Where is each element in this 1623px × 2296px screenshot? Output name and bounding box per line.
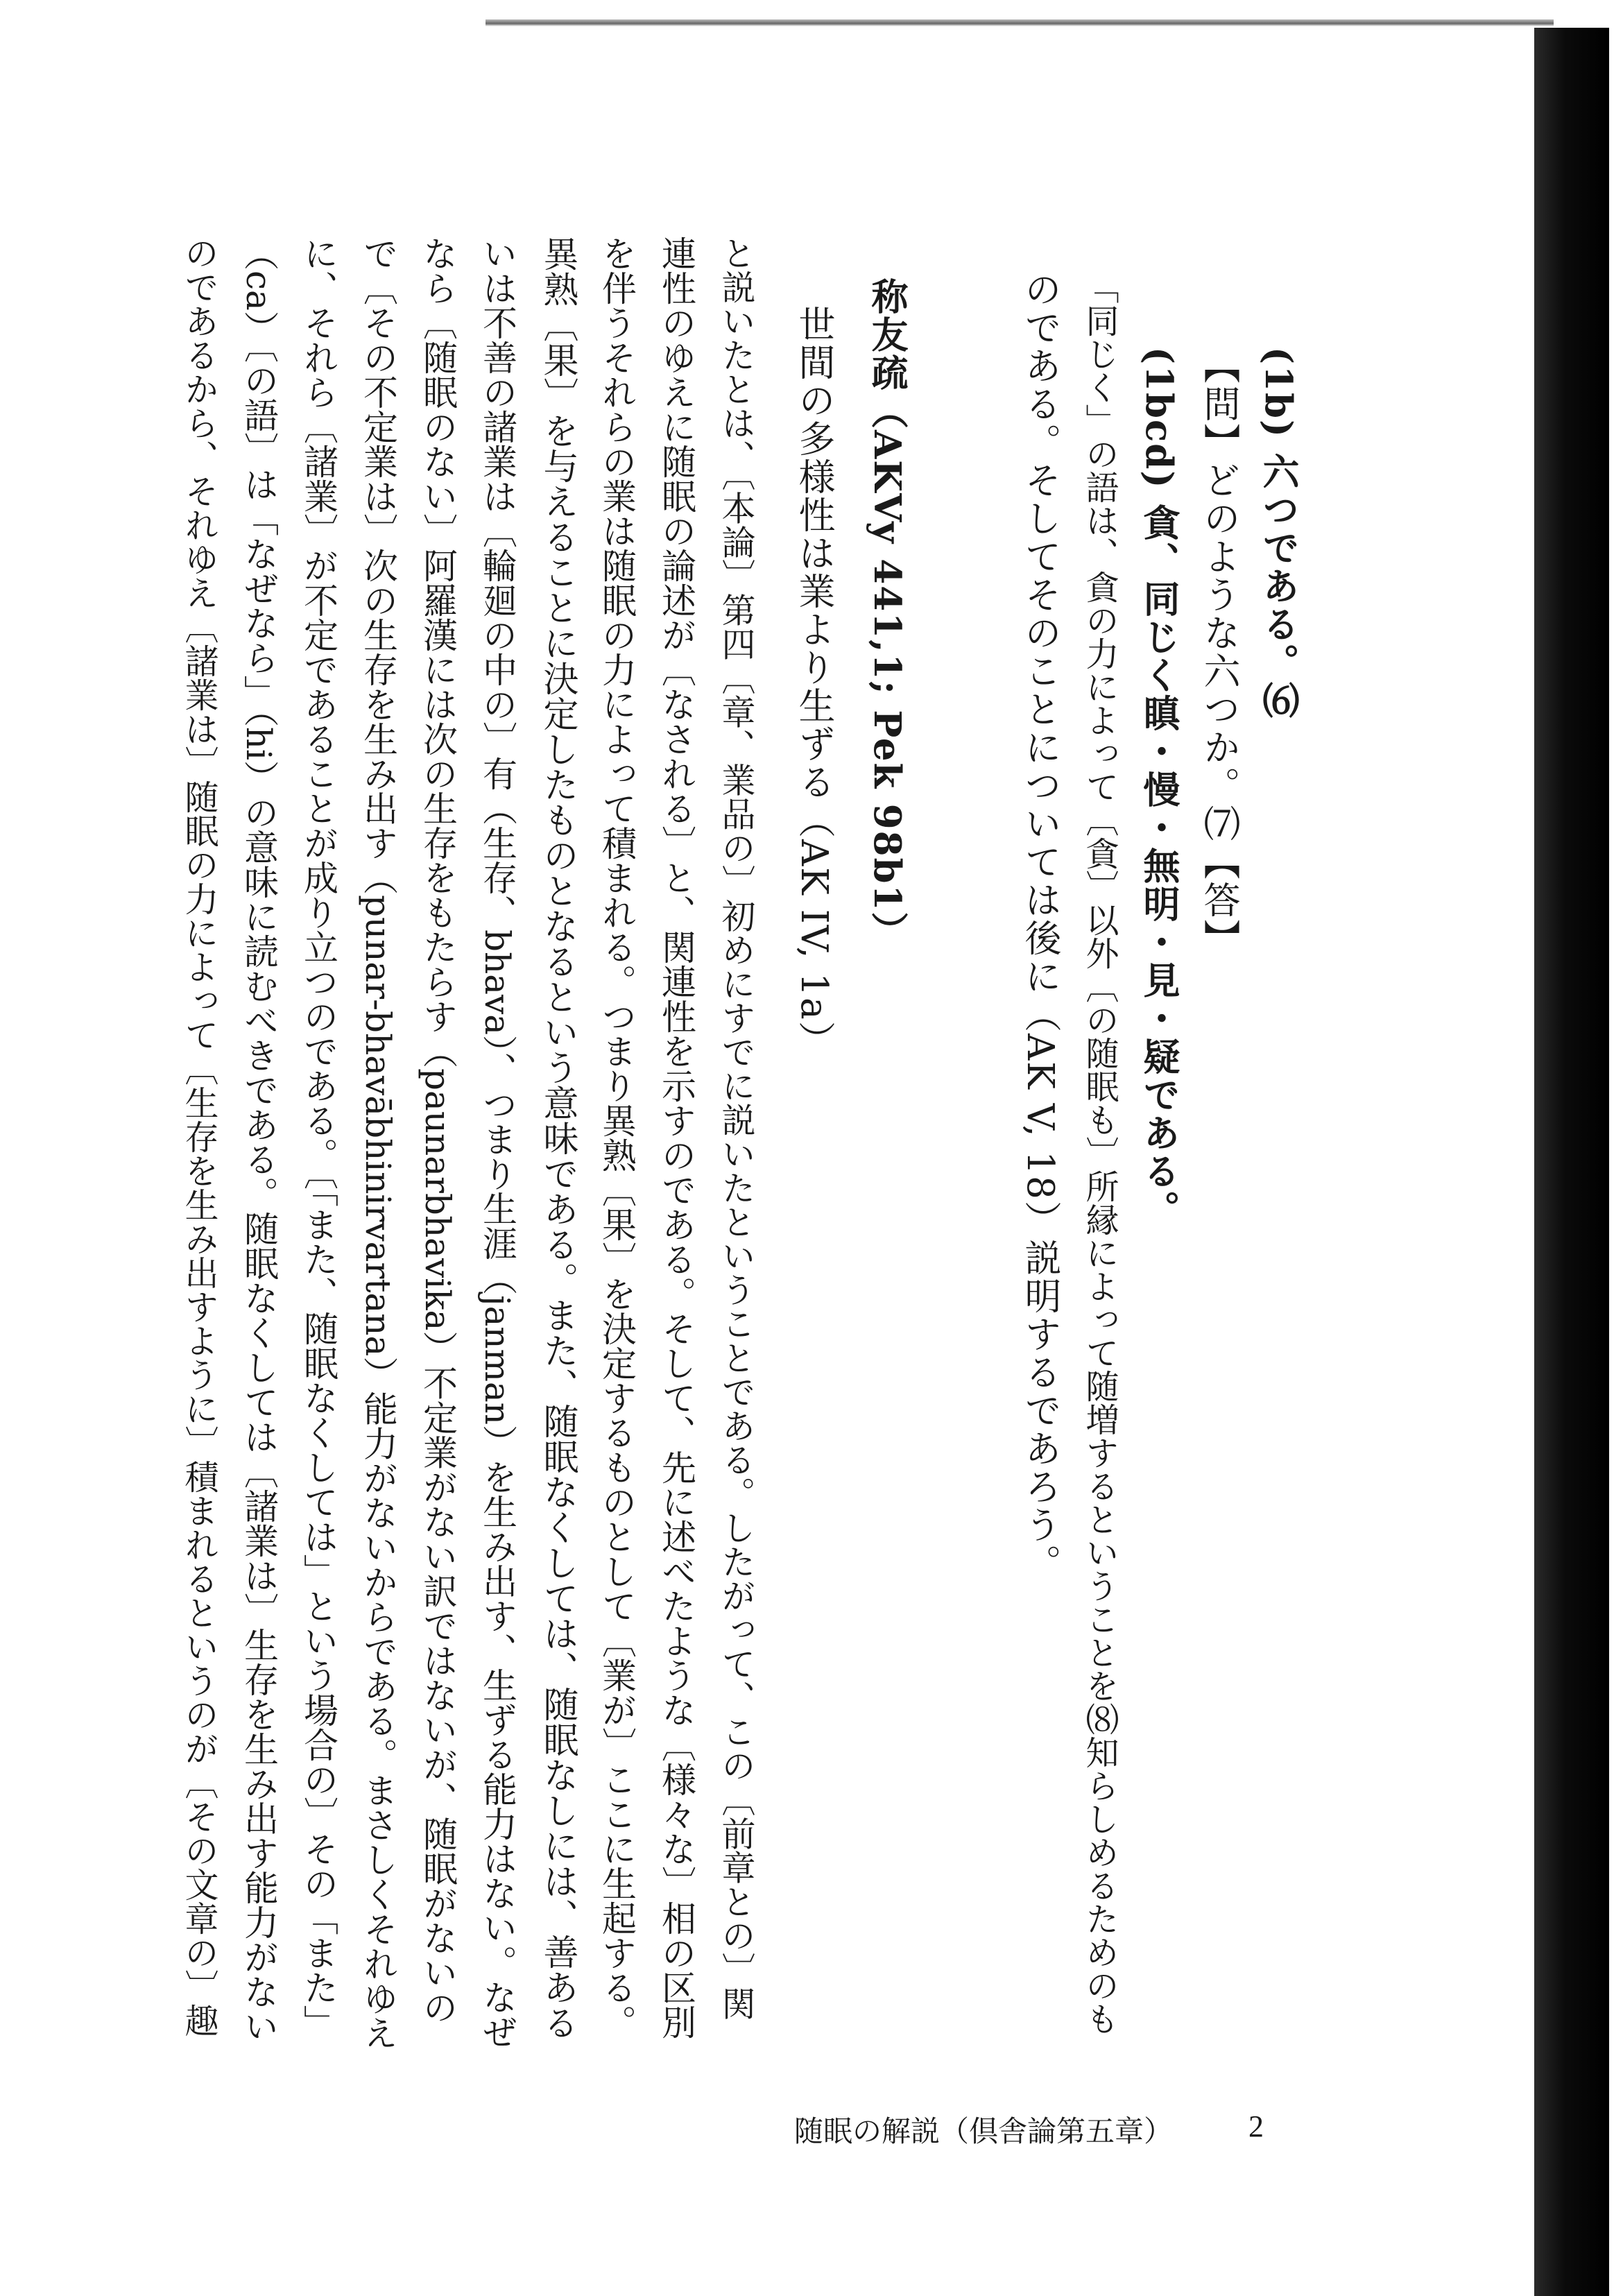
body-line-9: （ca）〔の語〕は「なぜなら」（hi）の意味に読むべきである。随眠なくしては〔諸業は〕生存を生み出す能力がない: [239, 236, 279, 2044]
body-line-2: 連性のゆえに随眠の論述が〔なされる〕と、関連性を示すのである。そして、先に述べたような〔様々な〕相の区別: [656, 236, 696, 2039]
body-line-6: なら〔随眠のない〕阿羅漢には次の生存をもたらす（paunarbhavika）不定業がない訳ではないが、随眠がないの: [418, 236, 458, 2025]
scan-edge-shadow: [1534, 28, 1609, 2296]
page-number: 2: [1248, 2109, 1264, 2143]
verse-1bcd: (1bcd) 貪、同じく瞋・慢・無明・見・疑である。: [1137, 347, 1180, 1228]
body-line-7: で〔その不定業は〕次の生存を生み出す（punar-bhavābhinirvartana）能力がないからである。まさしくそれゆえ: [358, 236, 398, 2050]
quoted-verse: 世間の多様性は業より生ずる（AK IV, 1a）: [793, 305, 835, 1059]
commentary-line-1: 「同じく」の語は、貪の力によって〔貪〕以外〔の随眠も〕所縁によって随増するということを⑻知らしめるためのも: [1080, 271, 1119, 2035]
body-line-10: のであるから、それゆえ〔諸業は〕随眠の力によって〔生存を生み出すように〕積まれるというのが〔その文章の〕趣: [180, 236, 219, 2037]
body-line-1: と説いたとは、〔本論〕第四〔章、業品の〕初めにすでに説いたということである。したがって、この〔前章との〕関: [716, 236, 756, 2021]
body-line-3: を伴うそれらの業は随眠の力によって積まれる。つまり異熟〔果〕を決定するものとして〔業が〕ここに生起する。: [596, 236, 637, 2039]
body-line-5: いは不善の諸業は〔輪廻の中の〕有（生存、bhava）、つまり生涯（janman）を生み出す、生ずる能力はない。なぜ: [477, 236, 517, 2050]
scan-edge-top: [486, 19, 1554, 26]
verse-1b: (1b) 六つである。⑹: [1257, 347, 1300, 720]
section-heading: 称友疏（AKVy 441,1; Pek 98b1）: [866, 277, 909, 950]
running-footer-title: 随眠の解説（倶舎論第五章）: [794, 2114, 1174, 2148]
commentary-line-2: のである。そしてそのことについては後に（AK V, 18）説明するであろう。: [1019, 271, 1061, 1582]
question-line: 【問】どのような六つか。⑺【答】: [1198, 347, 1240, 957]
body-line-4: 異熟〔果〕を与えることに決定したものとなるという意味である。また、随眠なくしては、随眠なしには、善ある: [537, 236, 578, 2040]
body-line-8: に、それら〔諸業〕が不定であることが成り立つのである。〔「また、随眠なくしては」という場合の〕その「また」: [298, 236, 338, 2039]
